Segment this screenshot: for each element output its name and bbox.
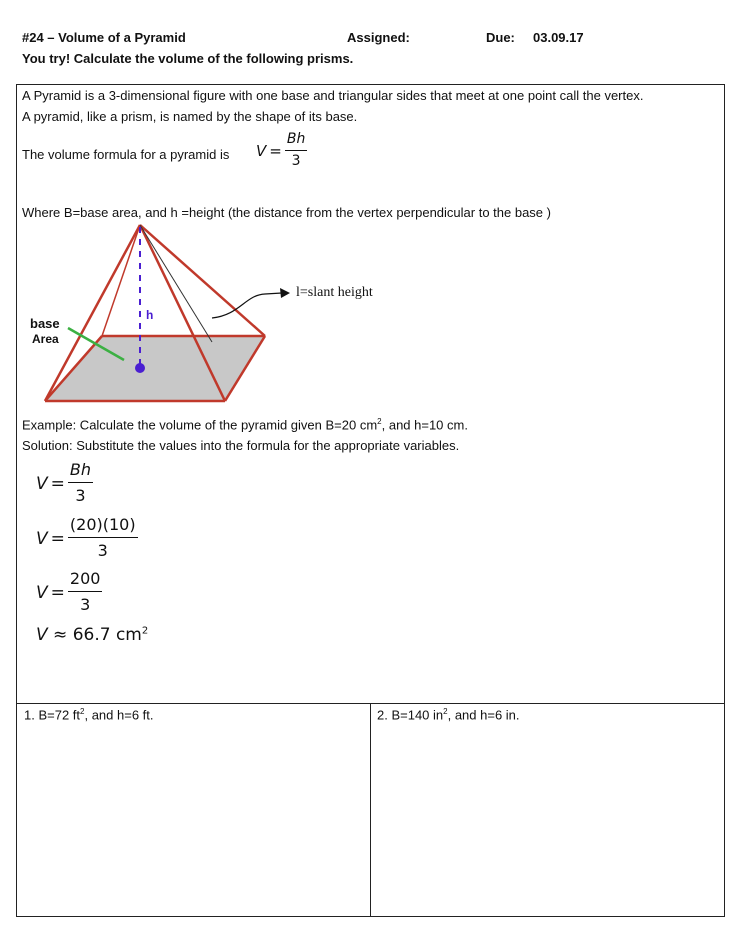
- pyramid-diagram: [0, 215, 420, 410]
- example-step-2: [36, 515, 138, 562]
- where-text: Where B=base area, and h =height (the distance from the vertex perpendicular to the base ): [22, 205, 551, 220]
- formula-equals: =: [269, 141, 282, 160]
- step-1-denominator: 3: [75, 486, 86, 505]
- problem-2-text: [377, 707, 520, 722]
- example-unit-exponent: 2: [377, 417, 382, 426]
- intro-line-2: A pyramid, like a prism, is named by the shape of its base.: [22, 109, 358, 124]
- formula-text: The volume formula for a pyramid is: [22, 147, 230, 162]
- problem-2-exponent: 2: [443, 707, 448, 716]
- example-result: [36, 625, 148, 645]
- problem-1-height: , and h=6 ft.: [84, 707, 154, 723]
- lateral-edge-back: [102, 225, 140, 336]
- assigned-label: Assigned:: [347, 30, 410, 45]
- step-2-numerator: (20)(10): [68, 515, 138, 538]
- example-line: [22, 417, 468, 432]
- due-date: 03.09.17: [533, 30, 584, 45]
- slant-arrow-head: [280, 288, 290, 298]
- result-value: 66.7 cm: [72, 625, 142, 645]
- result-exponent: 2: [141, 625, 149, 637]
- step-3-numerator: 200: [68, 569, 103, 592]
- slant-height-line: [140, 225, 212, 342]
- due-label: Due:: [486, 30, 515, 45]
- base-label: base: [30, 316, 60, 331]
- worksheet-title: #24 – Volume of a Pyramid: [22, 30, 186, 45]
- step-1-equals: =: [50, 473, 65, 494]
- volume-formula: [256, 131, 307, 170]
- example-step-1: [36, 460, 93, 507]
- lateral-edge-right: [140, 225, 265, 336]
- solution-line: Solution: Substitute the values into the formula for the appropriate variables.: [22, 438, 460, 453]
- slant-height-label: l=slant height: [296, 285, 373, 300]
- problem-1-exponent: 2: [80, 707, 85, 716]
- problem-1-cell[interactable]: [16, 703, 371, 917]
- step-2-equals: =: [50, 528, 65, 549]
- example-step-3: [36, 569, 102, 616]
- step-1-numerator: Bh: [68, 460, 93, 483]
- problem-2-base: 2. B=140 in: [377, 707, 444, 723]
- area-label: Area: [32, 332, 59, 346]
- height-label: h: [146, 308, 154, 322]
- step-1-lhs: V: [36, 473, 48, 494]
- step-3-lhs: V: [36, 582, 48, 603]
- problem-2-height: , and h=6 in.: [447, 707, 520, 723]
- formula-numerator: Bh: [285, 131, 307, 151]
- step-2-denominator: 3: [97, 541, 108, 560]
- problem-1-text: [24, 707, 154, 722]
- example-given: Example: Calculate the volume of the pyramid given B=20 cm: [22, 417, 378, 433]
- step-3-denominator: 3: [80, 595, 91, 614]
- formula-denominator: 3: [291, 153, 301, 169]
- result-approx: ≈: [53, 625, 68, 645]
- problem-1-base: 1. B=72 ft: [24, 707, 81, 723]
- result-lhs: V: [36, 625, 48, 645]
- formula-lhs: V: [256, 141, 267, 160]
- step-3-equals: =: [50, 582, 65, 603]
- step-2-lhs: V: [36, 528, 48, 549]
- worksheet-subtitle: You try! Calculate the volume of the following prisms.: [22, 51, 354, 66]
- intro-line-1: A Pyramid is a 3-dimensional figure with one base and triangular sides that meet at one point call the vertex.: [22, 88, 644, 103]
- base-center-point: [135, 363, 145, 373]
- problem-2-cell[interactable]: [370, 703, 725, 917]
- example-height: , and h=10 cm.: [381, 417, 468, 433]
